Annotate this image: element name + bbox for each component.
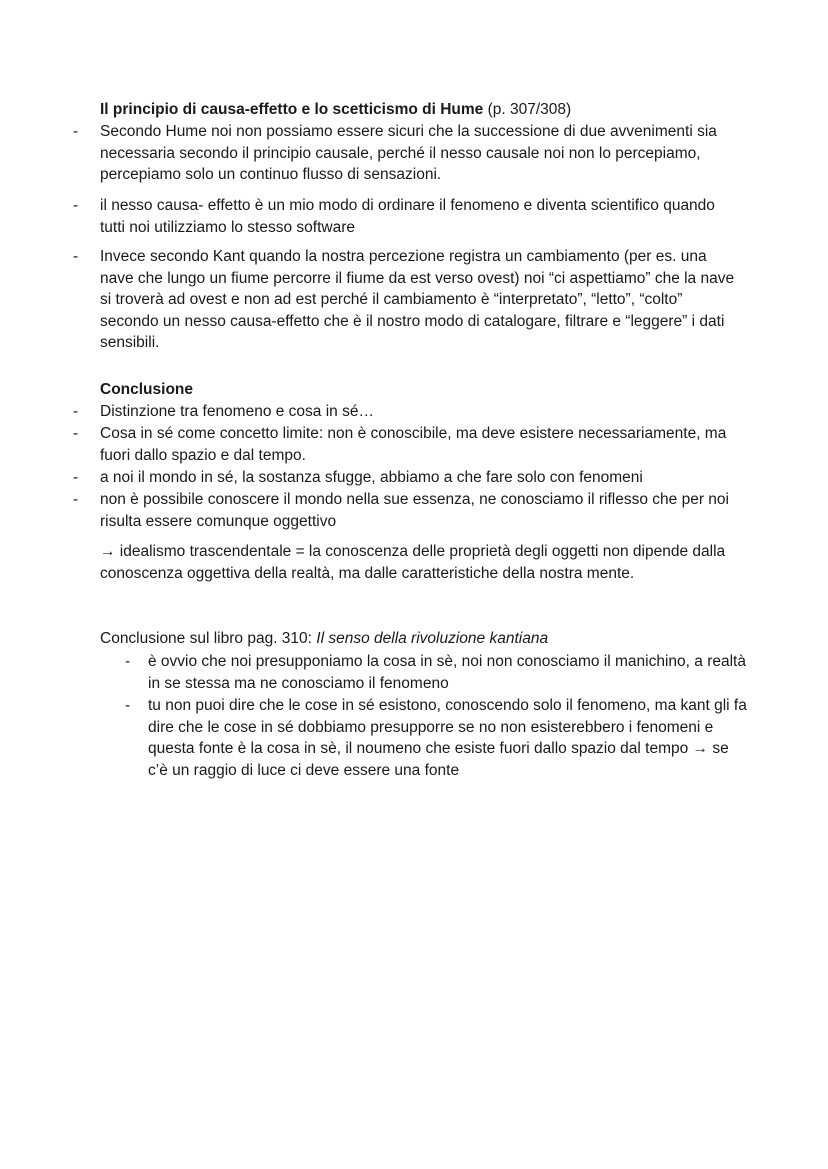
sub-list-item [125,695,748,781]
list-item-text: Invece secondo Kant quando la nostra percezione registra un cambiamento (per es. una nave che lungo un fiume percorre il fiume da est verso ovest) noi “ci aspettiamo” che la nave si troverà ad ovest e non ad est perché il cambiamento è “interpretato”, “letto”, “colto” secondo un nesso causa-effetto che è il nostro modo di catalogare, filtrare e “leggere” i dati sensibili. [100,248,735,351]
list-item-text: a noi il mondo in sé, la sostanza sfugge, abbiamo a che fare solo con fenomeni [100,469,643,486]
sub-list-item-text: tu non puoi dire che le cose in sé esistono, conoscendo solo il fenomeno, ma kant gli fa dire che le cose in sé dobbiamo presupporre se no non esisterebbero i fenomeni e questa fonte è la cosa in sè, il noumeno che esiste fuori dallo spazio dal tempo → se c’è un raggio di luce ci deve essere una fonte [148,697,747,779]
list-item-text: Cosa in sé come concetto limite: non è conoscibile, ma deve esistere necessariamente, ma fuori dallo spazio e dal tempo. [100,425,727,464]
bullet-dash: - [73,425,79,442]
bullet-dash: - [73,197,79,214]
list-item [73,121,740,186]
list-item [73,401,740,423]
bullet-dash: - [73,469,79,486]
heading-title: Il principio di causa-effetto e lo scetticismo di Hume [100,101,484,118]
bullet-dash: - [73,491,79,508]
list-item [73,467,740,489]
intro-italic-title: Il senso della rivoluzione kantiana [316,630,549,647]
heading-page-ref: (p. 307/308) [487,101,572,118]
list-item-text: non è possibile conoscere il mondo nella sue essenza, ne conosciamo il riflesso che per noi risulta essere comunque oggettivo [100,491,729,530]
heading-title: Conclusione [100,381,194,398]
section-heading-conclusione [100,379,750,401]
bullet-dash: - [125,697,131,714]
bullet-dash: - [73,248,79,265]
sub-list-item [125,651,748,694]
arrow-paragraph: → idealismo trascendentale = la conoscenza delle proprietà degli oggetti non dipende dalla conoscenza oggettiva della realtà, ma dalle caratteristiche della nostra mente. [100,543,726,582]
list-item-text: Secondo Hume noi non possiamo essere sicuri che la successione di due avvenimenti sia necessaria secondo il principio causale, perché il nesso causale noi non lo percepiamo, percepiamo solo un continuo flusso di sensazioni. [100,123,717,183]
list-item [73,195,740,238]
bullet-dash: - [125,653,131,670]
sub-list-item-text: è ovvio che noi presupponiamo la cosa in sè, noi non conosciamo il manichino, a realtà in se stessa ma ne conosciamo il fenomeno [148,653,746,692]
bullet-dash: - [73,123,79,140]
bullet-dash: - [73,403,79,420]
list-item [73,246,740,354]
list-item [73,489,740,532]
list-item [73,423,740,466]
book-conclusion-intro [100,628,740,650]
intro-text: Conclusione sul libro pag. 310: [100,630,317,647]
list-item-text: Distinzione tra fenomeno e cosa in sé… [100,403,374,420]
section-heading-hume [100,99,750,121]
list-item-text: il nesso causa- effetto è un mio modo di ordinare il fenomeno e diventa scientifico quando tutti noi utilizziamo lo stesso software [100,197,715,236]
